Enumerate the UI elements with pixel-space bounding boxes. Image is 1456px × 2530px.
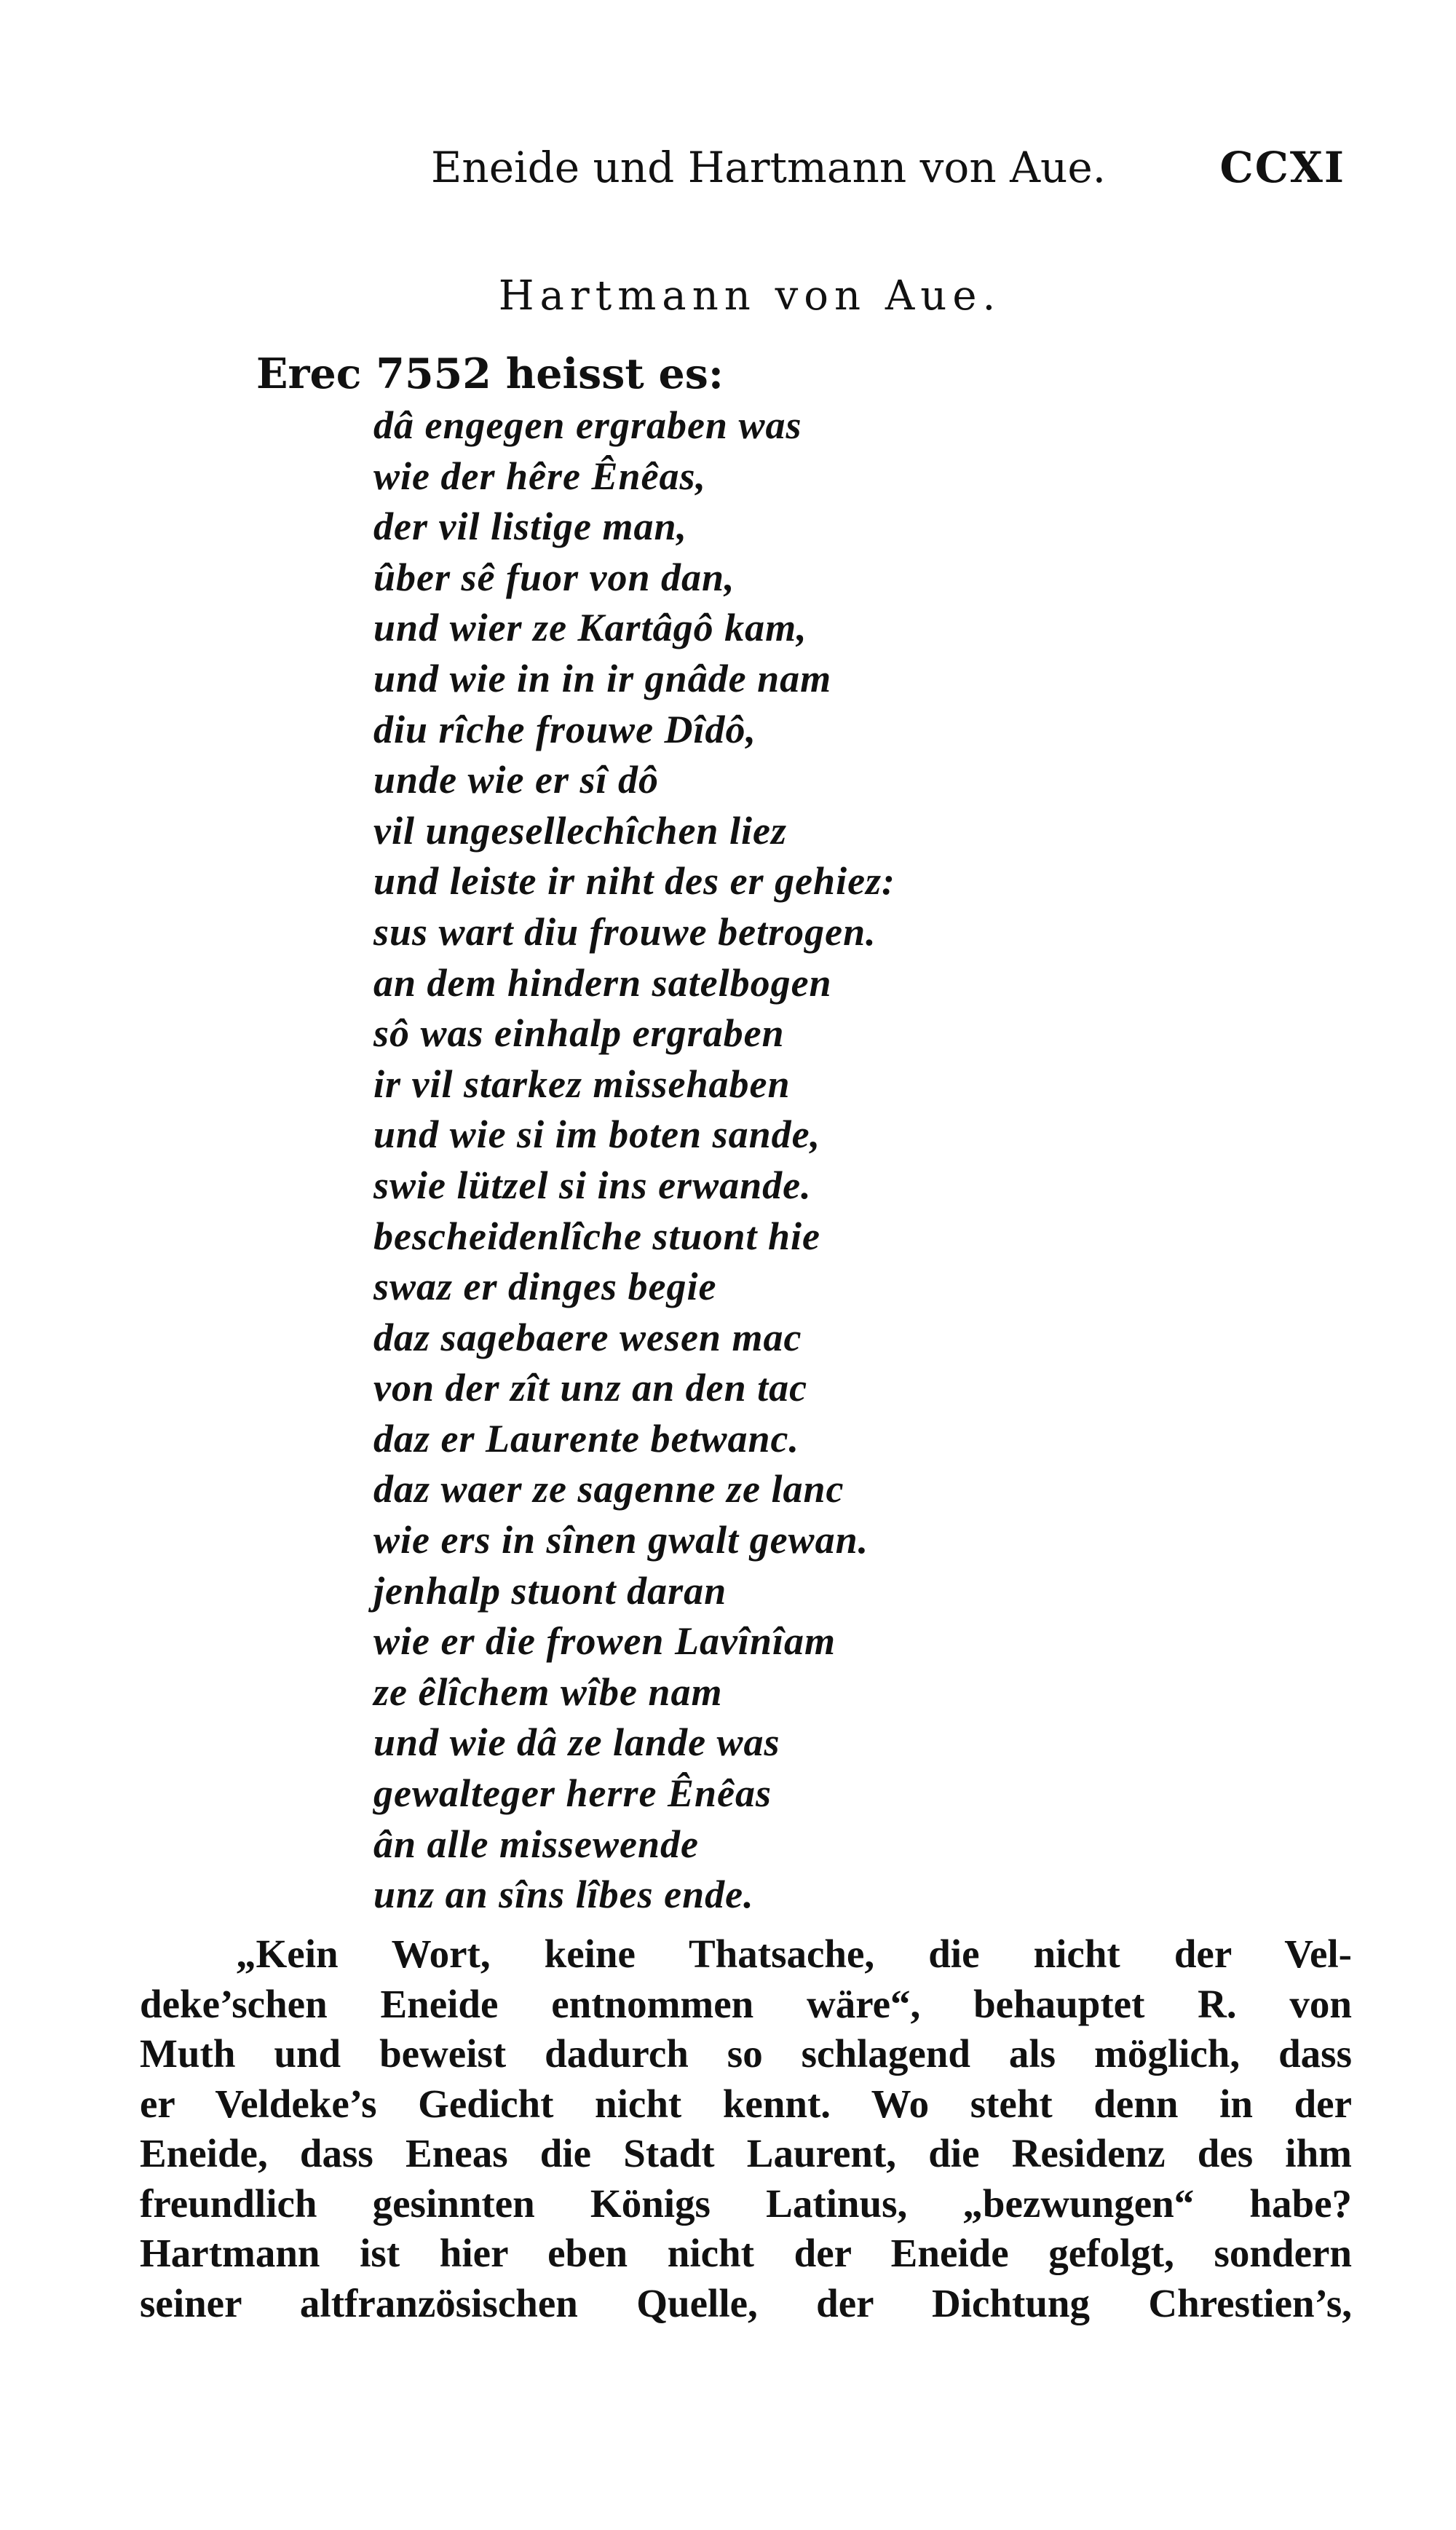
verse-line: ân alle missewende	[373, 1822, 699, 1866]
verse-line: swie lützel si ins erwande.	[373, 1163, 812, 1207]
prose-line: seiner altfranzösischen Quelle, der Dichtung Chrestien’s,	[140, 2280, 1352, 2325]
verse-line: und wie in in ir gnâde nam	[373, 656, 832, 700]
prose-line: Muth und beweist dadurch so schlagend als möglich, dass	[140, 2031, 1352, 2076]
verse-introduction: Erec 7552 heisst es:	[256, 349, 724, 398]
verse-line: ûber sê fuor von dan,	[373, 555, 735, 599]
section-heading: Hartmann von Aue.	[498, 272, 1002, 320]
verse-line: daz er Laurente betwanc.	[373, 1416, 799, 1460]
verse-line: von der zît unz an den tac	[373, 1366, 808, 1410]
verse-line: der vil listige man,	[373, 505, 687, 549]
verse-line: und leiste ir niht des er gehiez:	[373, 859, 896, 904]
verse-quotation	[373, 400, 895, 1921]
verse-line: unde wie er sî dô	[373, 758, 660, 802]
verse-line: an dem hindern satelbogen	[373, 960, 832, 1005]
verse-line: daz waer ze sagenne ze lanc	[373, 1467, 844, 1511]
verse-line: ir vil starkez missehaben	[373, 1062, 791, 1106]
verse-line: diu rîche frouwe Dîdô,	[373, 707, 757, 751]
running-title: Eneide und Hartmann von Aue.	[431, 143, 1107, 192]
prose-line: „Kein Wort, keine Thatsache, die nicht der Vel-	[236, 1932, 1352, 1976]
verse-line: wie ers in sînen gwalt gewan.	[373, 1518, 869, 1562]
prose-line: Eneide, dass Eneas die Stadt Laurent, die Residenz des ihm	[140, 2131, 1352, 2175]
verse-line: ze êlîchem wîbe nam	[373, 1669, 723, 1714]
page-number: CCXI	[1219, 143, 1345, 192]
verse-line: sus wart diu frouwe betrogen.	[373, 909, 877, 954]
verse-line: jenhalp stuont daran	[373, 1568, 727, 1613]
prose-line: deke’schen Eneide entnommen wäre“, behauptet R. von	[140, 1981, 1352, 2026]
verse-line: bescheidenlîche stuont hie	[373, 1214, 821, 1258]
prose-paragraph	[140, 1929, 1352, 2328]
prose-line: er Veldeke’s Gedicht nicht kennt. Wo steht denn in der	[140, 2081, 1352, 2126]
verse-line: und wie si im boten sande,	[373, 1112, 821, 1157]
prose-line: freundlich gesinnten Königs Latinus, „bezwungen“ habe?	[140, 2181, 1352, 2226]
verse-line: gewalteger herre Ênêas	[373, 1771, 772, 1816]
verse-line: vil ungesellechîchen liez	[373, 808, 787, 853]
verse-line: und wie dâ ze lande was	[373, 1720, 780, 1765]
running-head	[0, 143, 1456, 208]
verse-line: sô was einhalp ergraben	[373, 1011, 785, 1056]
verse-line: daz sagebaere wesen mac	[373, 1315, 802, 1359]
verse-line: und wier ze Kartâgô kam,	[373, 606, 807, 650]
verse-line: dâ engegen ergraben was	[373, 403, 802, 447]
prose-line: Hartmann ist hier eben nicht der Eneide gefolgt, sondern	[140, 2231, 1352, 2275]
verse-line: unz an sîns lîbes ende.	[373, 1873, 754, 1917]
verse-line: swaz er dinges begie	[373, 1265, 717, 1309]
verse-line: wie er die frowen Lavînîam	[373, 1619, 836, 1664]
verse-line: wie der hêre Ênêas,	[373, 454, 706, 498]
